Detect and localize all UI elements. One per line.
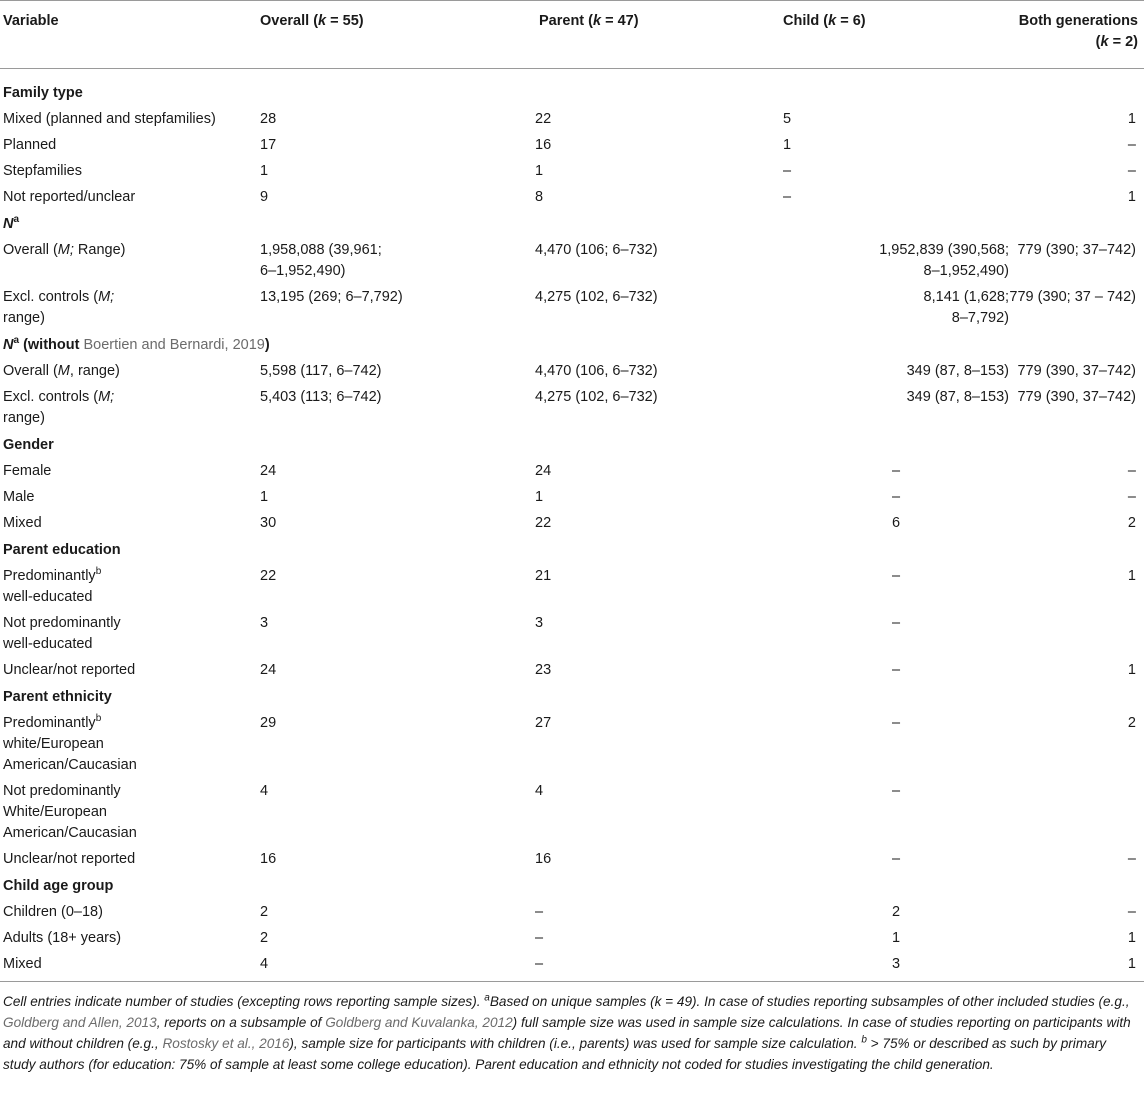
cell-parent: 4,275 (102, 6–732) [535,289,658,305]
cell-overall: 1,958,088 (39,961; 6–1,952,490) [260,242,382,279]
cell-parent: 24 [535,463,552,479]
cell-both: 779 (390; 37–742) [1017,242,1136,258]
cell-both: 1 [1127,930,1136,946]
cell-parent: 27 [535,715,552,731]
cell-child: – [891,463,901,479]
cell-child: 1,952,839 (390,568; 8–1,952,490) [879,242,1009,279]
cell-overall: 5,598 (117, 6–742) [260,363,382,379]
table-row [0,132,1144,158]
cell-child: 349 (87, 8–153) [906,389,1009,405]
reference-link[interactable]: Rostosky et al., 2016 [162,1036,290,1051]
section-child-age-group [0,872,1144,899]
cell-overall: 5,403 (113; 6–742) [260,389,382,405]
cell-parent: 4,470 (106; 6–732) [535,242,658,258]
cell-parent: 1 [535,163,544,179]
table-row [0,284,1144,331]
cell-overall: 16 [260,851,277,867]
row-label: Children (0–18) [3,904,103,920]
section-parent-ethnicity [0,683,1144,710]
cell-parent: – [535,930,544,946]
row-label: Unclear/not reported [3,851,136,867]
table-row [0,563,1144,610]
header-variable: Variable [0,1,257,69]
section-title: Child age group [3,878,114,894]
cell-both: 1 [1127,111,1136,127]
cell-child: – [891,568,901,584]
cell-both: – [1127,489,1136,505]
row-label: Male [3,489,35,505]
row-label: Mixed [3,515,42,531]
row-label: Overall (M; Range) [3,242,126,258]
cell-parent: 21 [535,568,552,584]
cell-overall: 4 [257,951,535,982]
cell-overall: 22 [260,568,277,584]
table-row [0,657,1144,683]
cell-both: 1 [1127,189,1136,205]
row-label: Unclear/not reported [3,662,136,678]
reference-link[interactable]: Goldberg and Allen, 2013 [3,1015,157,1030]
section-gender [0,431,1144,458]
cell-both: 2 [1127,715,1136,731]
row-label: Stepfamilies [3,163,82,179]
cell-both: – [1127,463,1136,479]
cell-child: – [891,851,901,867]
cell-child: 6 [891,515,901,531]
cell-child: 8,141 (1,628; 8–7,792) [923,289,1009,326]
cell-both: 779 (390, 37–742) [1017,389,1136,405]
row-label: Mixed (planned and stepfamilies) [3,111,216,127]
cell-both: 1 [1127,662,1136,678]
cell-overall: 3 [260,615,269,631]
cell-parent: 23 [535,662,552,678]
row-label: Not predominantly well-educated [3,615,121,652]
cell-parent: 4,470 (106, 6–732) [535,363,658,379]
row-label: Female [3,463,52,479]
cell-overall: 2 [260,930,269,946]
table-row [0,951,1144,982]
cell-child: 5 [783,111,792,127]
cell-parent: 16 [535,851,552,867]
section-title: $N^a$ (without Boertien and Bernardi, 2019) [3,335,270,353]
cell-child: 1 [783,137,792,153]
cell-both: 2 [1127,515,1136,531]
cell-parent: – [535,951,783,982]
row-label: Mixed [0,951,257,982]
cell-parent: 3 [535,615,544,631]
table-row [0,778,1144,846]
header-both-generations: Both generations (k = 2) [1009,1,1144,69]
table-row [0,710,1144,778]
cell-overall: 1 [260,163,269,179]
section-title: Parent education [3,542,121,558]
cell-both: – [1127,851,1136,867]
header-overall: Overall (k = 55) [257,1,535,69]
row-label: Not reported/unclear [3,189,136,205]
table-header-row [0,1,1144,69]
row-label: Excl. controls (M; range) [3,389,115,426]
row-label: Adults (18+ years) [3,930,122,946]
cell-child: – [783,189,792,205]
cell-parent: 4,275 (102, 6–732) [535,389,658,405]
cell-child: – [891,615,901,631]
cell-child: – [891,489,901,505]
table-row [0,610,1144,657]
cell-both [1009,610,1144,657]
table-row [0,846,1144,872]
table-row [0,237,1144,284]
cell-both: – [1127,163,1136,179]
table-row [0,458,1144,484]
cell-both: 1 [1009,951,1144,982]
row-label: Planned [3,137,57,153]
cell-child: – [891,783,901,799]
row-label: Overall (M, range) [3,363,120,379]
cell-child: 3 [783,951,1009,982]
cell-parent: 22 [535,515,552,531]
cell-parent: – [535,904,544,920]
cell-parent: 4 [535,783,544,799]
cell-parent: 16 [535,137,552,153]
row-label: Predominantly$^b$ white/European American/Caucasian [3,713,137,773]
cell-overall: 24 [260,463,277,479]
cell-overall: 4 [260,783,269,799]
cell-overall: 9 [260,189,269,205]
section-title: $N^a$ [3,214,20,232]
reference-link[interactable]: Goldberg and Kuvalanka, 2012 [325,1015,513,1030]
header-parent: Parent (k = 47) [535,1,783,69]
table-row [0,925,1144,951]
row-label: Predominantly$^b$ well-educated [3,566,102,605]
cell-child: – [891,715,901,731]
table-row [0,384,1144,431]
cell-child: 1 [891,930,901,946]
cell-overall: 2 [260,904,269,920]
table-row [0,158,1144,184]
cell-both: – [1127,137,1136,153]
cell-parent: 8 [535,189,544,205]
cell-overall: 13,195 (269; 6–7,792) [260,289,403,305]
cell-overall: 24 [260,662,277,678]
table-row [0,358,1144,384]
cell-parent: 22 [535,111,552,127]
cell-overall: 30 [260,515,277,531]
section-parent-education [0,536,1144,563]
section-title: Parent ethnicity [3,689,112,705]
cell-overall: 29 [260,715,277,731]
table-row [0,106,1144,132]
table-row [0,510,1144,536]
table-row [0,899,1144,925]
table-footnote: Cell entries indicate number of studies (excepting rows reporting sample sizes). $^a$Based on unique samples (k = 49). In case of studies reporting subsamples of other included studies (e.g., Goldberg and Allen, 2013, reports on a subsample of Goldberg and Kuvalanka, 2012) full sample size was used in sample size calculations. In case of studies reporting on participants with and without children (e.g., Rostosky et al., 2016), sample size for participants with children (i.e., parents) was used for sample size calculation. $^b$ > 75% or described as such by primary study authors (for education: 75% of sample at least some college education). Parent education and ethnicity not coded for studies investigating the child generation. [3,992,1131,1072]
cell-both: 779 (390; 37 – 742) [1009,289,1136,305]
cell-child: – [783,163,792,179]
cell-both [1009,778,1144,846]
reference-link[interactable]: Boertien and Bernardi, 2019 [83,337,265,353]
section-title: Family type [3,85,83,101]
cell-both: 1 [1127,568,1136,584]
row-label: Not predominantly White/European American/Caucasian [3,783,137,841]
section-sample-size [0,210,1144,237]
cell-child: 2 [891,904,901,920]
cell-overall: 1 [260,489,269,505]
section-sample-size-excluding [0,331,1144,358]
cell-overall: 28 [260,111,277,127]
section-title: Gender [3,437,54,453]
section-family-type [0,69,1144,107]
table-row [0,484,1144,510]
table-row [0,184,1144,210]
cell-child: – [891,662,901,678]
cell-both: – [1127,904,1136,920]
cell-overall: 17 [260,137,277,153]
header-child: Child (k = 6) [783,1,1009,69]
row-label: Excl. controls (M; range) [3,289,115,326]
cell-both: 779 (390, 37–742) [1017,363,1136,379]
cell-child: 349 (87, 8–153) [906,363,1009,379]
cell-parent: 1 [535,489,544,505]
